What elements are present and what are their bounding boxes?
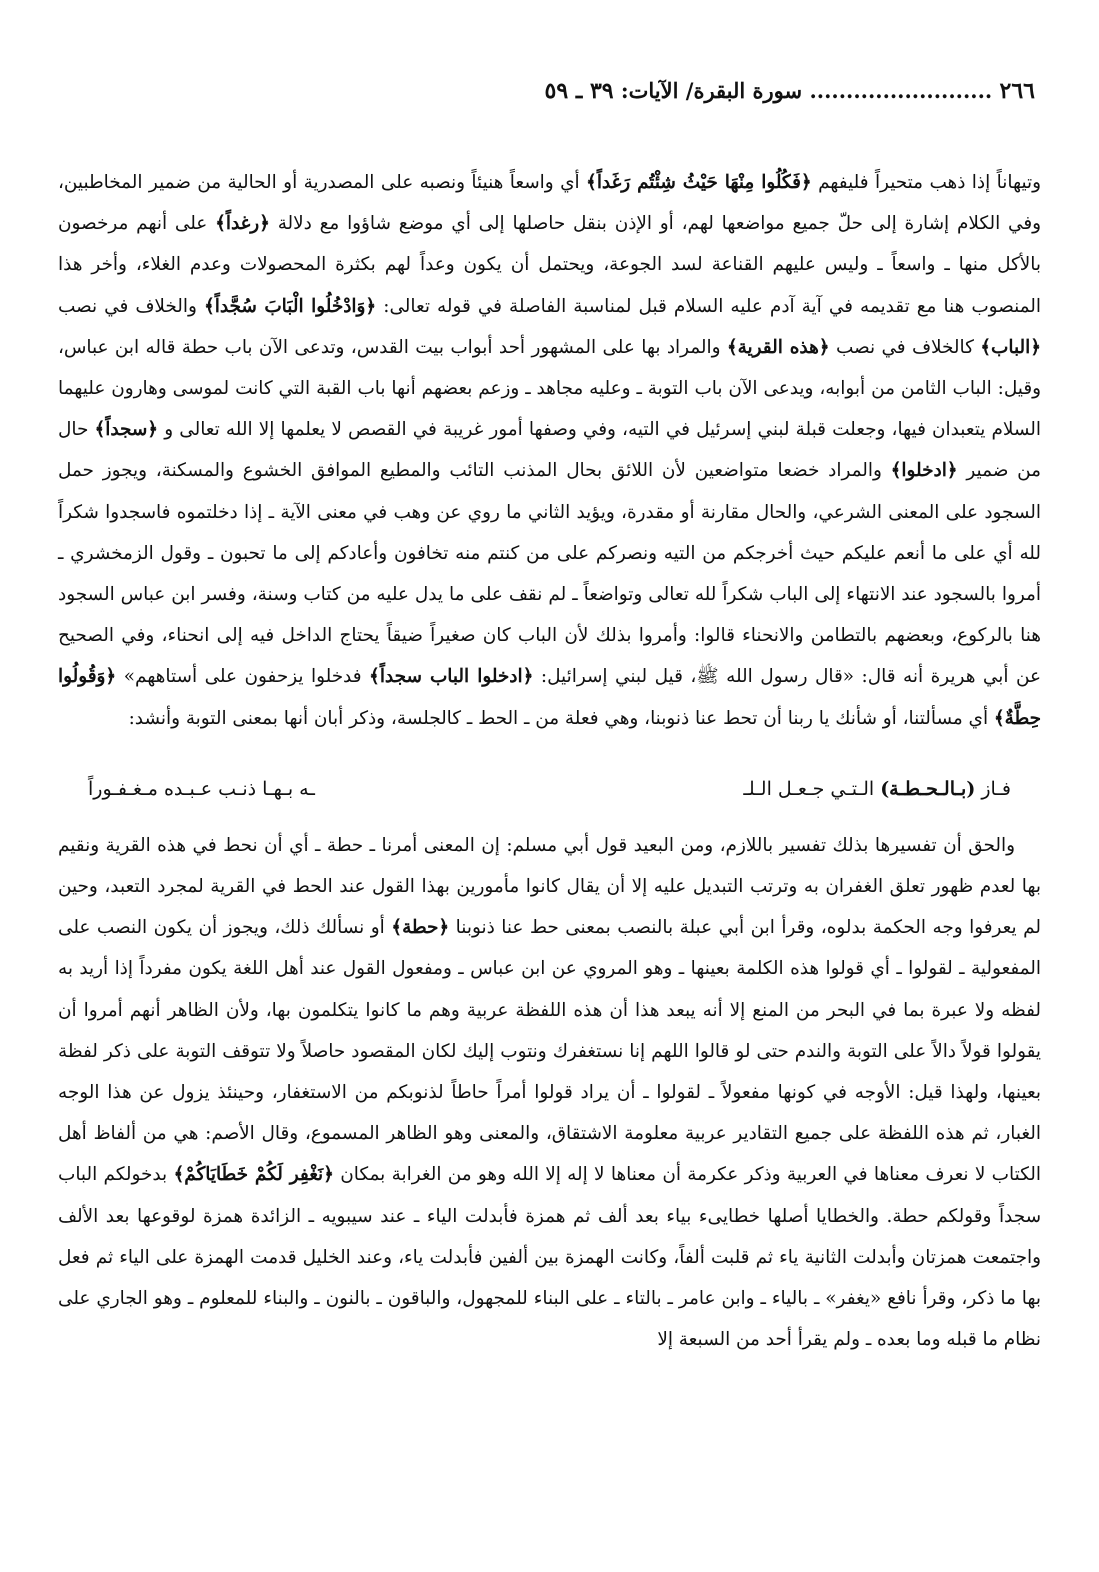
leader-dots: .........................: [809, 78, 993, 103]
text-run: حال من ضمير: [58, 419, 1041, 482]
quran-quote: ﴿سجداً﴾: [94, 419, 159, 441]
quran-quote: ﴿ادخلوا﴾: [890, 460, 958, 482]
quran-quote: ﴿نَغْفِر لَكُمْ خَطَايَاكُمْ﴾: [173, 1164, 334, 1186]
text-run: كالخلاف في نصب: [829, 336, 981, 358]
quran-quote: ﴿وَقُولُوا حِطَّةٌ﴾: [58, 666, 1041, 729]
running-title: [58, 78, 1041, 104]
poem-keyword: (بـالـحـطـة): [880, 777, 976, 800]
poem-text: الـتـي جـعـل الـلـ: [743, 777, 881, 800]
page-header: [58, 78, 1041, 118]
poem-text: فـاز: [975, 777, 1011, 800]
page-number: ٢٦٦: [999, 78, 1035, 104]
text-run: أي مسألتنا، أو شأنك يا ربنا أن تحط عنا ذنوبنا، وهي فعلة من ـ الحط ـ كالجلسة، وذكر أبان أنها بمعنى التوبة وأنشد:: [128, 707, 994, 729]
poem-verse: [58, 753, 1041, 825]
surah-title: سورة البقرة/ الآيات:: [613, 78, 803, 103]
poem-first-hemistich: [743, 778, 1011, 800]
text-run: بدخولكم الباب سجداً وقولكم حطة. والخطايا أصلها خطايىء بياء بعد ألف ثم همزة فأبدلت الياء ـ عند سيبويه ـ الزائدة همزة لوقوعها بعد الألف واجتمعت همزتان وأبدلت الثانية ياء ثم قلبت ألفاً، وكانت الهمزة بين ألفين فأبدلت ياء، وعند الخليل قدمت الهمزة على الياء ثم فعل بها ما ذكر، وقرأ نافع «يغفر» ـ بالياء ـ وابن عامر ـ بالتاء ـ على البناء للمجهول، والباقون ـ بالنون ـ والبناء للمعلوم ـ وهو الجاري على نظام ما قبله وما بعده ـ ولم يقرأ أحد من السبعة إلا: [58, 1164, 1041, 1351]
text-run: والمراد بها على المشهور أحد أبواب بيت القدس، وتدعى الآن باب حطة قاله ابن عباس، وقيل: الباب الثامن من أبوابه، ويدعى الآن باب التوبة ـ وعليه مجاهد ـ وزعم بعضهم أنها باب القبة التي كانت لموسى وهارون عليهما السلام يتعبدان فيها، وجعلت قبلة لبني إسرئيل في التيه، وفي وصفها أمور غريبة في القصص لا يعلمها إلا الله تعالى و: [58, 336, 1041, 441]
text-run: والمراد خضعا متواضعين لأن اللائق بحال المذنب التائب والمطيع الموافق الخشوع والمسكنة، ويجوز حمل السجود على المعنى الشرعي، والحال مقارنة أو مقدرة، ويؤيد الثاني ما روي عن وهب في معنى الآية ـ إذا دخلتموه فاسجدوا شكراً لله أي على ما أنعم عليكم حيث أخرجكم من التيه ونصركم على من كنتم منه تخافون وأعادكم إلى ما تحبون ـ وقول الزمخشري ـ أمروا بالسجود عند الانتهاء إلى الباب شكراً لله تعالى وتواضعاً ـ لم نقف على ما يدل عليه من كتاب وسنة، وفسر ابن عباس السجود هنا بالركوع، وبعضهم بالتطامن والانحناء قالوا: وأمروا بذلك لأن الباب كان صغيراً ضيقاً يحتاج الداخل فيه إلى انحناء، وفي الصحيح عن أبي هريرة أنه قال: «قال رسول الله ﷺ، قيل لبني إسرائيل:: [58, 460, 1041, 688]
text-run: والحق أن تفسيرها بذلك تفسير باللازم، ومن البعيد قول أبي مسلم: إن المعنى أمرنا ـ حطة ـ أي أن نحط في هذه القرية ونقيم بها لعدم ظهور تعلق الغفران به وترتب التبديل عليه إلا أن يقال كانوا مأمورين بهذا القول عند الحط في القرية لمجرد التعبد، وحين لم يعرفوا وجه الحكمة بدلوه، وقرأ ابن أبي عبلة بالنصب بمعنى حط عنا ذنوبنا: [58, 834, 1041, 939]
text-run: فدخلوا يزحفون على أستاههم»: [116, 666, 370, 688]
text-run: أي واسعاً هنيئاً ونصبه على المصدرية أو الحالية من ضمير المخاطبين، وفي الكلام إشارة إلى حلّ جميع مواضعها لهم، أو الإذن بنقل حاصلها إلى أي موضع شاؤوا مع دلالة: [58, 172, 1041, 235]
paragraph-2: [58, 825, 1041, 1361]
text-run: أو نسألك ذلك، ويجوز أن يكون النصب على المفعولية ـ لقولوا ـ أي قولوا هذه الكلمة بعينها ـ وهو المروي عن ابن عباس ـ ومفعول القول عند أهل اللغة يكون مفرداً إذا أريد به لفظه ولا عبرة بما في البحر من المنع إلا أنه يبعد هذا أن هذه اللفظة عربية وهم ما كانوا يتكلمون بها، ولأن الظاهر أنهم أمروا أن يقولوا قولاً دالاً على التوبة والندم حتى لو قالوا اللهم إنا نستغفرك ونتوب إليك لكان المقصود حاصلاً ولا تتوقف التوبة على ذكر لفظة بعينها، ولهذا قيل: الأوجه في كونها مفعولاً ـ لقولوا ـ أن يراد قولوا أمراً حاطاً لذنوبكم من الاستغفار، وحينئذ يزول عن هذا الوجه الغبار، ثم هذه اللفظة على جميع التقادير عربية معلومة الاشتقاق، والمعنى وهو الظاهر المسموع، وقال الأصم: هي من ألفاظ أهل الكتاب لا نعرف معناها في العربية وذكر عكرمة أن معناها لا إله إلا الله وهو من الغرابة بمكان: [58, 917, 1042, 1186]
quran-quote: ﴿هذه القرية﴾: [726, 336, 830, 358]
text-run: وتيهاناً إذا ذهب متحيراً فليفهم: [811, 172, 1041, 193]
quran-quote: ﴿ادخلوا الباب سجداً﴾: [369, 666, 534, 688]
text-run: والخلاف في نصب: [58, 295, 204, 317]
quran-quote: ﴿الباب﴾: [980, 336, 1041, 358]
poem-second-hemistich: ـه بـهـا ذنـب عـبـده مـغـفـوراً: [88, 777, 315, 800]
ayat-range: ٣٩ ـ ٥٩: [544, 78, 614, 104]
paragraph-1: [58, 162, 1041, 739]
page-body: [58, 162, 1041, 1360]
quran-quote: ﴿حطة﴾: [391, 917, 450, 939]
quran-quote: ﴿وَادْخُلُوا الْبَابَ سُجَّداً﴾: [203, 295, 377, 317]
quran-quote: ﴿رغداً﴾: [215, 213, 270, 235]
quran-quote: ﴿فَكُلُوا مِنْهَا حَيْثُ شِئْتُم رَغَداً﴾: [586, 172, 812, 193]
text-run: على أنهم مرخصون بالأكل منها ـ واسعاً ـ وليس عليهم القناعة لسد الجوعة، ويحتمل أن يكون وعداً لهم بكثرة المحصولات وعدم الغلاء، وأخر هذا المنصوب هنا مع تقديمه في آية آدم عليه السلام قبل لمناسبة الفاصلة في قوله تعالى:: [58, 213, 1042, 317]
